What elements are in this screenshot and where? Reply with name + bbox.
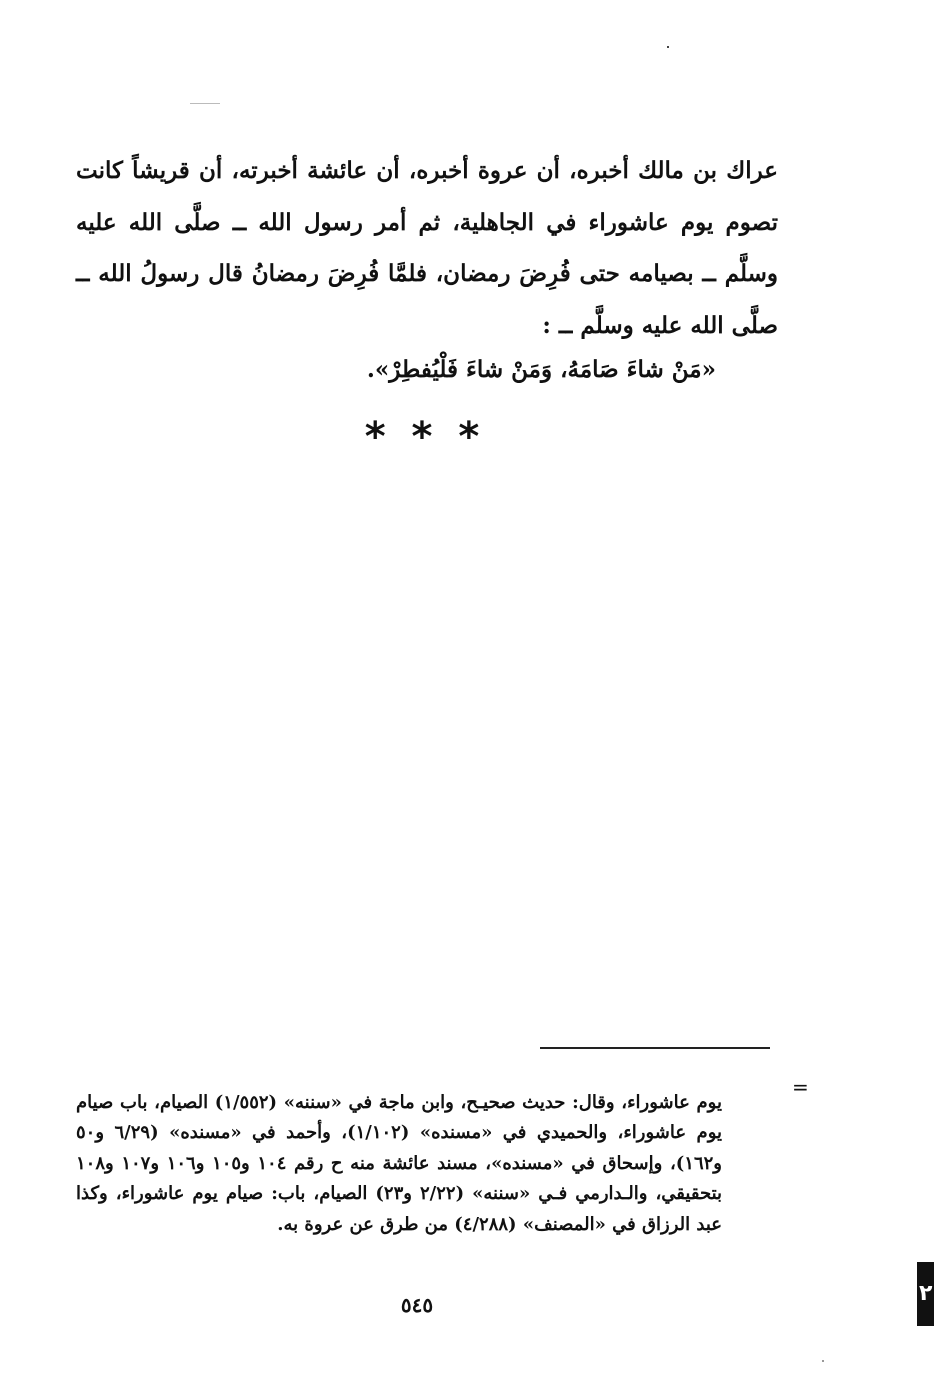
scan-speck [667,46,669,48]
scan-speck [822,1360,824,1362]
footnote-continuation-marker: = [792,1075,809,1099]
footnote-divider [540,1047,770,1049]
thumb-index-tab: ٢ [917,1262,934,1326]
page-number: ٥٤٥ [400,1293,434,1317]
main-paragraph: عراك بن مالك أخبره، أن عروة أخبره، أن عائشة أخبرته، أن قريشاً كانت تصوم يوم عاشوراء في الجاهلية، ثم أمر رسول الله ــ صلَّى الله عليه وسلَّم ــ بصيامه حتى فُرِضَ رمضان، فلمَّا فُرِضَ رمضانُ قال رسولُ الله ــ صلَّى الله عليه وسلَّم ــ : [76,157,778,339]
scan-speck [190,103,220,104]
footnote-text: يوم عاشوراء، وقال: حديث صحيـح، وابن ماجة في «سننه» (١/٥٥٢) الصيام، باب صيام يوم عاشوراء، والحميدي في «مسنده» (١/١٠٢)، وأحمد في «مسنده» (٦/٢٩ و٥٠ و١٦٢)، وإسحاق في «مسنده»، مسند عائشة منه ح رقم ١٠٤ و١٠٥ و١٠٦ و١٠٧ و١٠٨ بتحقيقي، والـدارمي فـي «سننه» (٢/٢٢ و٢٣) الصيام، باب: صيام يوم عاشوراء، وكذا عبد الرزاق في «المصنف» (٤/٢٨٨) من طرق عن عروة به. [76,1092,723,1235]
hadith-quote: «مَنْ شاءَ صَامَهُ، وَمَنْ شاءَ فَلْيُفطِرْ». [366,356,716,383]
section-separator: * * * [364,414,486,460]
